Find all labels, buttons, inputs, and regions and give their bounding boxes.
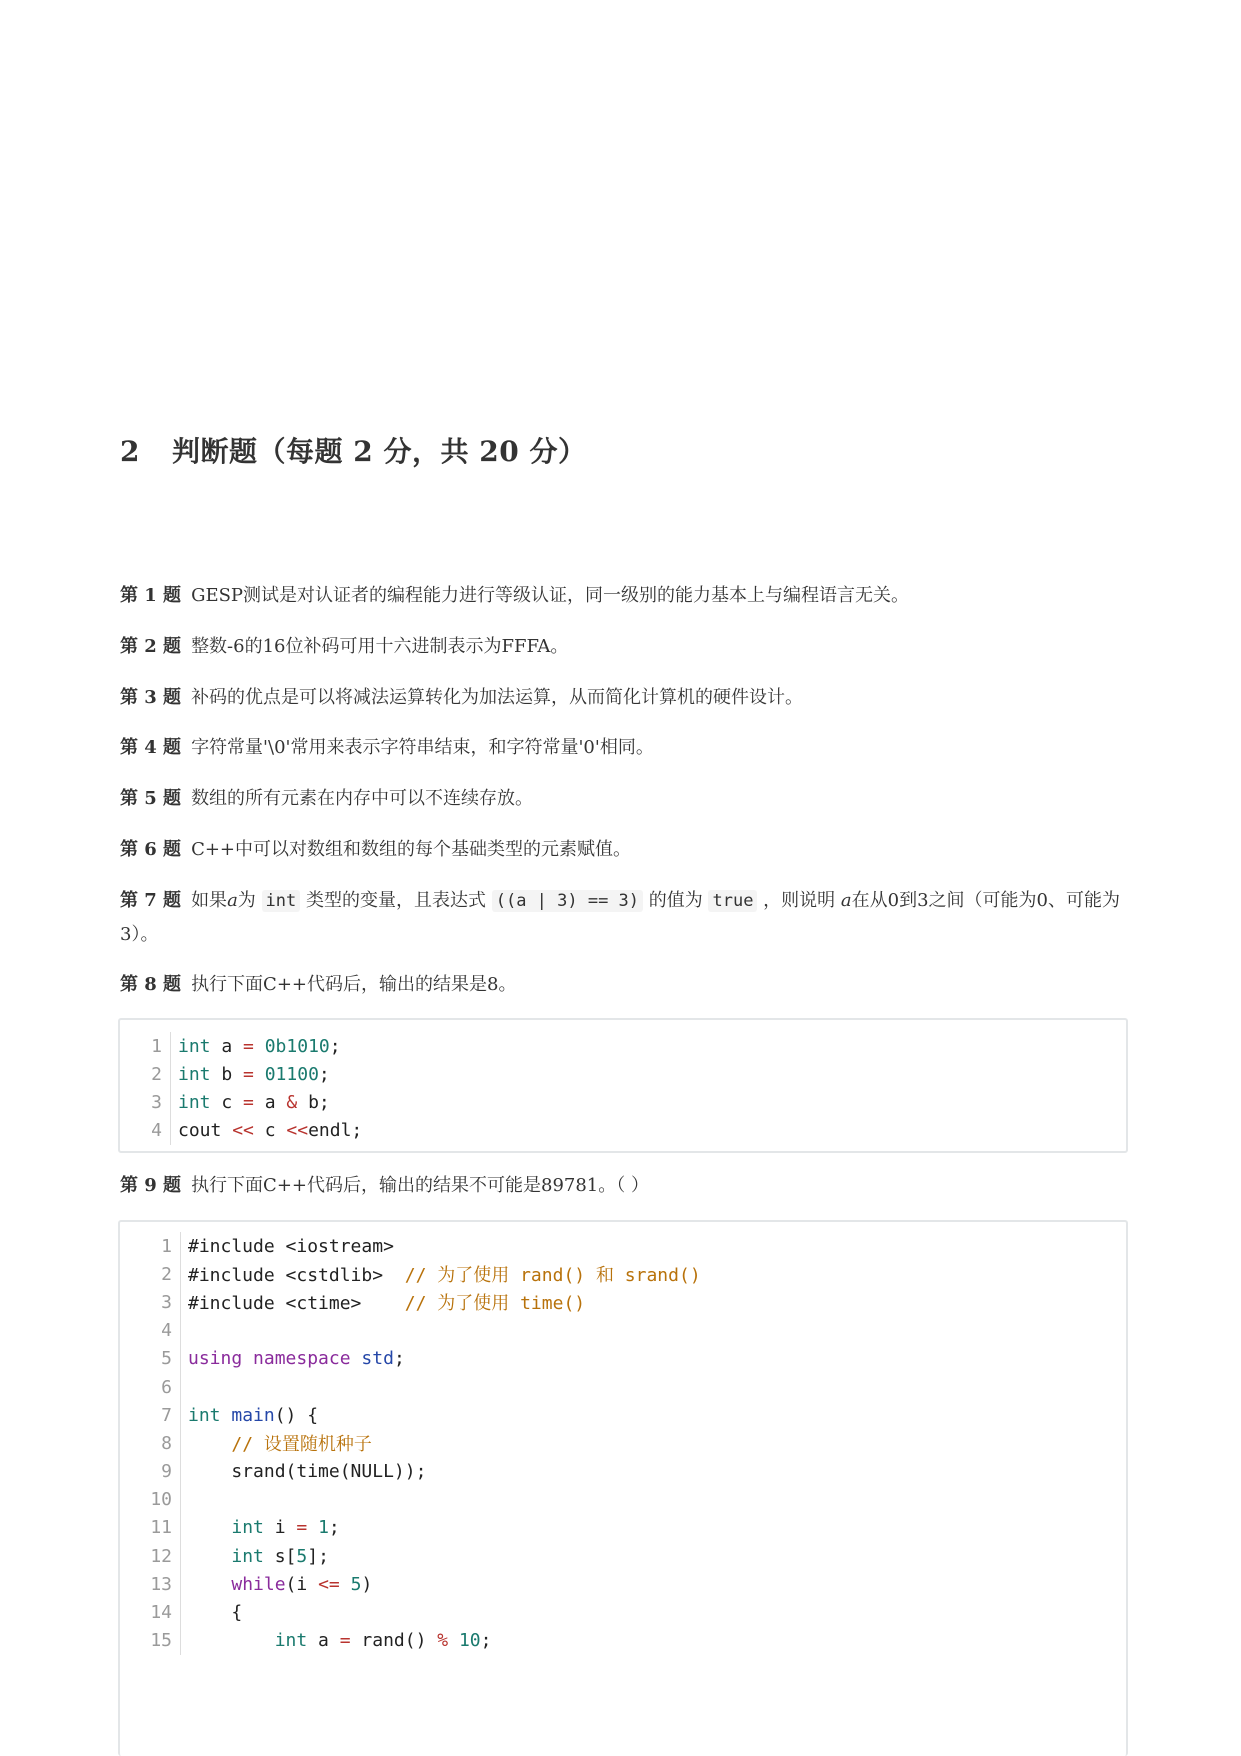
inline-code-expression: ((a | 3) == 3) [492, 890, 643, 912]
code-line [120, 1598, 701, 1626]
code-text: // 设置随机种子 [231, 1434, 372, 1456]
question-number: 第 5 题 [120, 788, 182, 809]
code-line [120, 1486, 701, 1514]
line-number: 3 [120, 1088, 171, 1116]
code-text: while(i <= 5) [231, 1573, 373, 1595]
code-line [120, 1401, 701, 1429]
question-text-part: 类型的变量，且表达式 [305, 890, 486, 911]
code-text: int b = 01100; [178, 1063, 330, 1085]
code-text: int s[5]; [231, 1545, 329, 1567]
line-number: 3 [120, 1288, 181, 1316]
code-line [120, 1288, 701, 1316]
question-text: C++中可以对数组和数组的每个基础类型的元素赋值。 [191, 839, 631, 860]
question-1 [120, 579, 1125, 612]
code-text [181, 1317, 701, 1345]
line-number: 2 [120, 1060, 171, 1088]
line-number: 4 [120, 1317, 181, 1345]
question-2 [120, 630, 1125, 663]
line-number: 1 [120, 1032, 171, 1060]
code-text: using namespace std; [188, 1348, 405, 1370]
code-line [120, 1627, 701, 1655]
question-9 [120, 1169, 1125, 1202]
question-number: 第 2 题 [120, 636, 182, 657]
question-text: 字符常量'\0'常用来表示字符串结束，和字符常量'0'相同。 [191, 737, 654, 758]
code-line [120, 1232, 701, 1260]
line-number: 9 [120, 1458, 181, 1486]
question-number: 第 6 题 [120, 839, 182, 860]
question-4 [120, 731, 1125, 764]
code-line [120, 1345, 701, 1373]
line-number: 14 [120, 1598, 181, 1626]
question-number: 第 8 题 [120, 974, 182, 995]
line-number: 7 [120, 1401, 181, 1429]
line-number: 2 [120, 1260, 181, 1288]
line-number: 10 [120, 1486, 181, 1514]
line-number: 13 [120, 1570, 181, 1598]
question-text: GESP测试是对认证者的编程能力进行等级认证，同一级别的能力基本上与编程语言无关。 [191, 585, 910, 606]
code-text: cout << c <<endl; [178, 1120, 363, 1142]
line-number: 1 [120, 1232, 181, 1260]
code-line [120, 1032, 362, 1060]
code-line [120, 1060, 362, 1088]
code-line [120, 1429, 701, 1457]
code-text: int i = 1; [231, 1517, 340, 1539]
section-title [120, 430, 586, 470]
line-number: 5 [120, 1345, 181, 1373]
question-number: 第 9 题 [120, 1175, 182, 1196]
code-text: srand(time(NULL)); [188, 1461, 427, 1483]
code-text: int main() { [188, 1404, 319, 1426]
question-text: 执行下面C++代码后，输出的结果不可能是89781。（ ） [191, 1175, 649, 1196]
question-text-part: 在从0到3之间（可能为0、可能为3）。 [120, 890, 1120, 945]
line-number: 8 [120, 1429, 181, 1457]
question-text: 补码的优点是可以将减法运算转化为加法运算，从而简化计算机的硬件设计。 [191, 687, 804, 708]
code-line [120, 1088, 362, 1116]
question-text-part: ，则说明 [763, 890, 836, 911]
code-text [181, 1486, 701, 1514]
question-text-part: 的值为 [648, 890, 703, 911]
code-block-q8 [118, 1018, 1128, 1153]
code-line [120, 1542, 701, 1570]
line-number: 6 [120, 1373, 181, 1401]
code-line [120, 1570, 701, 1598]
code-line [120, 1373, 701, 1401]
code-line [120, 1514, 701, 1542]
question-6 [120, 833, 1125, 866]
code-line [120, 1117, 362, 1145]
code-text: #include <ctime> // 为了使用 time() [188, 1293, 586, 1315]
code-table [120, 1232, 701, 1655]
code-line [120, 1260, 701, 1288]
code-text: int a = 0b1010; [178, 1035, 341, 1057]
question-number: 第 1 题 [120, 585, 182, 606]
question-number: 第 7 题 [120, 890, 182, 911]
question-number: 第 4 题 [120, 737, 182, 758]
question-7 [120, 884, 1125, 951]
line-number: 12 [120, 1542, 181, 1570]
code-text: int a = rand() % 10; [274, 1630, 492, 1652]
line-number: 15 [120, 1627, 181, 1655]
code-text: int c = a & b; [178, 1091, 330, 1113]
line-number: 4 [120, 1117, 171, 1145]
variable-a: a [840, 890, 852, 911]
section-number: 2 [120, 435, 140, 468]
question-text-part: 如果 [191, 890, 228, 911]
line-number: 11 [120, 1514, 181, 1542]
variable-a: a [227, 890, 238, 911]
code-text [181, 1373, 701, 1401]
question-text-part: 为 [237, 890, 256, 911]
inline-code-int: int [262, 890, 301, 912]
code-text: #include <cstdlib> // 为了使用 rand() 和 srand() [188, 1265, 701, 1287]
section-title-text: 判断题（每题 2 分，共 20 分） [172, 435, 587, 468]
question-8 [120, 968, 1125, 1001]
question-text: 执行下面C++代码后，输出的结果是8。 [191, 974, 517, 995]
question-3 [120, 681, 1125, 714]
code-line [120, 1458, 701, 1486]
code-text: { [188, 1602, 243, 1624]
question-text: 整数-6的16位补码可用十六进制表示为FFFA。 [191, 636, 569, 657]
code-block-q9 [118, 1220, 1128, 1756]
code-line [120, 1317, 701, 1345]
code-table [120, 1032, 362, 1145]
question-5 [120, 782, 1125, 815]
inline-code-true: true [708, 890, 757, 912]
question-number: 第 3 题 [120, 687, 182, 708]
code-text: #include <iostream> [188, 1235, 394, 1257]
question-text: 数组的所有元素在内存中可以不连续存放。 [191, 788, 534, 809]
